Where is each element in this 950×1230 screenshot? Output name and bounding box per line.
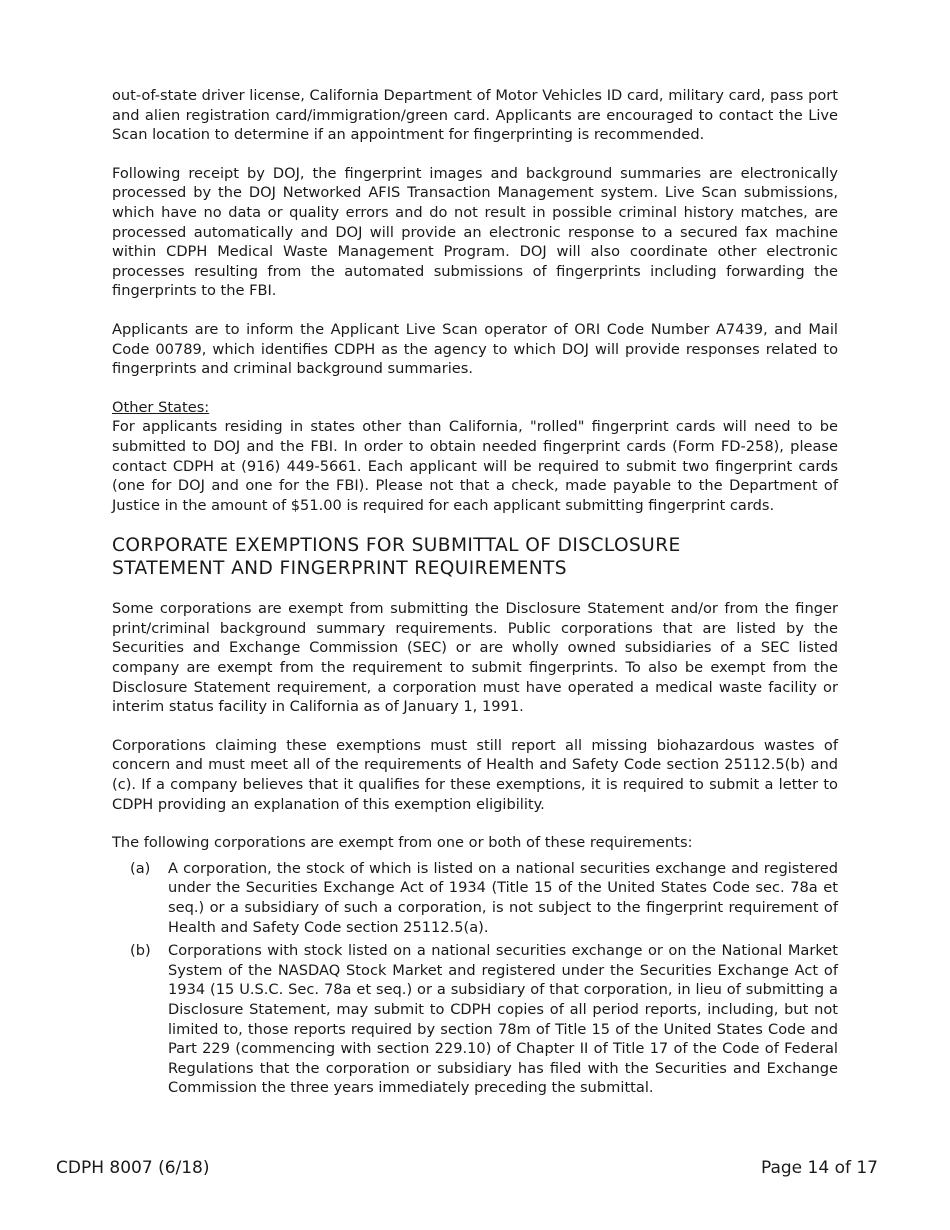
document-page [112,86,838,1102]
paragraph-other-states: For applicants residing in states other than California, "rolled" fingerprint cards will need to be submitted to DOJ and the FBI. In order to obtain needed fingerprint cards (Form FD-258), please contact CDPH at (916) 449-5661. Each applicant will be required to submit two fingerprint cards (one for DOJ and one for the FBI). Please not that a check, made payable to the Department of Justice in the amount of $51.00 is required for each applicant submitting fingerprint cards. [112,418,838,514]
footer-form-id: CDPH 8007 (6/18) [56,1158,210,1178]
list-item [130,859,838,937]
paragraph-id-requirements: out-of-state driver license, California Department of Motor Vehicles ID card, military card, pass port and alien registration card/immigration/green card. Applicants are encouraged to contact the Live Scan location to determine if an appointment for fingerprinting is recommended. [112,87,838,144]
exemption-list [112,859,838,1098]
other-states-heading: Other States: [112,398,210,416]
paragraph-ori-code: Applicants are to inform the Applicant Live Scan operator of ORI Code Number A7439, and Mail Code 00789, which identifies CDPH as the agency to which DOJ will provide responses related to fingerprints and criminal background summaries. [112,320,838,378]
paragraph-exemptions-claims: Corporations claiming these exemptions must still report all missing biohazardous wastes of concern and must meet all of the requirements of Health and Safety Code section 25112.5(b) and (c). If a company believes that it qualifies for these exemptions, it is required to submit a letter to CDPH providing an explanation of this exemption eligibility. [112,736,838,813]
section-heading-line2: STATEMENT AND FINGERPRINT REQUIREMENTS [112,558,568,580]
footer-page-number: Page 14 of 17 [760,1158,878,1178]
list-marker: (b) [130,942,151,960]
list-item [130,941,838,1098]
paragraph-doj-processing: Following receipt by DOJ, the fingerprint images and background summaries are electronically processed by the DOJ Networked AFIS Transaction Management system. Live Scan submissions, which have no data or quality errors and do not result in possible criminal history matches, are processed automatically and DOJ will provide an electronic response to a secured fax machine within CDPH Medical Waste Management Program. DOJ will also coordinate other electronic processes resulting from the automated submissions of fingerprints including forwarding the fingerprints to the FBI. [112,164,838,300]
list-item-text: A corporation, the stock of which is listed on a national securities exchange and registered under the Securities Exchange Act of 1934 (Title 15 of the United States Code sec. 78a et seq.) or a subsidiary of such a corporation, is not subject to the fingerprint requirement of Health and Safety Code section 25112.5(a). [168,859,838,936]
list-marker: (a) [130,859,151,877]
list-item-text: Corporations with stock listed on a national securities exchange or on the National Market System of the NASDAQ Stock Market and registered under the Securities Exchange Act of 1934 (15 U.S.C. Sec. 78a et seq.) or a subsidiary of that corporation, in lieu of submitting a Disclosure Statement, may submit to CDPH copies of all period reports, including, but not limited to, those reports required by section 78m of Title 15 of the United States Code and Part 229 (commencing with section 229.10) of Chapter II of Title 17 of the Code of Federal Regulations that the corporation or subsidiary has filed with the Securities and Exchange Commission the three years immediately preceding the submittal. [168,942,838,1097]
paragraph-exemptions-intro: Some corporations are exempt from submitting the Disclosure Statement and/or from the finger print/criminal background summary requirements. Public corporations that are listed by the Securities and Exchange Commission (SEC) or are wholly owned subsidiaries of a SEC listed company are exempt from the requirement to submit fingerprints. To also be exempt from the Disclosure Statement requirement, a corporation must have operated a medical waste facility or interim status facility in California as of January 1, 1991. [112,600,838,716]
list-intro: The following corporations are exempt from one or both of these requirements: [112,834,693,852]
section-heading-line1: CORPORATE EXEMPTIONS FOR SUBMITTAL OF DISCLOSURE [112,535,681,557]
section-heading [112,534,838,580]
